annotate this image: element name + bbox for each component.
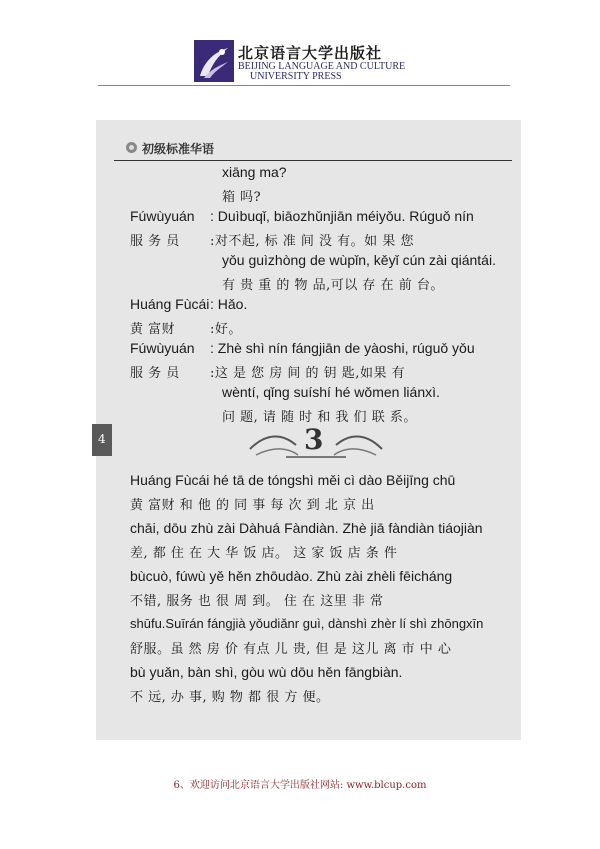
publisher-name-en-line2: UNIVERSITY PRESS xyxy=(250,71,342,82)
narrative-pinyin: Huáng Fùcái hé tā de tóngshì měi cì dào Běijīng chū xyxy=(130,472,456,488)
speaker-pinyin: Huáng Fùcái xyxy=(130,296,210,312)
speaker-hanzi: 服 务 员 xyxy=(130,366,180,381)
narrative-hanzi: 舒服。虽 然 房 价 有点 儿 贵, 但 是 这儿 离 市 中 心 xyxy=(130,642,452,657)
chapter-side-tab xyxy=(92,424,112,456)
section-number: 3 xyxy=(304,423,324,456)
narrative-pinyin: bùcuò, fúwù yě hěn zhōudào. Zhù zài zhèli fēicháng xyxy=(130,568,453,584)
dialogue-pinyin: : Hǎo. xyxy=(210,296,248,312)
bullet-icon xyxy=(126,142,137,153)
narrative-hanzi: 差, 都 住 在 大 华 饭 店。 这 家 饭 店 条 件 xyxy=(130,546,398,561)
dialogue-cont-pinyin: xiāng ma? xyxy=(222,164,287,180)
narrative-pinyin: chāi, dōu zhù zài Dàhuá Fàndiàn. Zhè jiā fàndiàn tiáojiàn xyxy=(130,520,483,536)
dialogue-pinyin: : Zhè shì nín fángjiān de yàoshi, rúguǒ yǒu xyxy=(210,340,475,356)
header-divider xyxy=(98,85,510,86)
publisher-name-en-line1: BEIJING LANGUAGE AND CULTURE xyxy=(238,61,406,72)
dialogue-pinyin: wèntí, qǐng suíshí hé wǒmen liánxì. xyxy=(222,384,440,400)
speaker-pinyin: Fúwùyuán xyxy=(130,208,195,224)
dialogue-hanzi: :这 是 您 房 间 的 钥 匙,如果 有 xyxy=(210,366,406,381)
publisher-logo-icon xyxy=(194,40,234,82)
narrative-pinyin: shūfu.Suīrán fángjià yǒudiǎnr guì, dànshì zhèr lí shì zhōngxīn xyxy=(130,616,484,631)
dialogue-hanzi: :好。 xyxy=(210,322,242,337)
dialogue-hanzi: 问 题, 请 随 时 和 我 们 联 系。 xyxy=(222,410,417,425)
narrative-pinyin: bù yuǎn, bàn shì, gòu wù dōu hěn fāngbiàn. xyxy=(130,664,403,680)
publisher-name-cn: 北京语言大学出版社 xyxy=(238,44,383,62)
running-head-title: 初级标准华语 xyxy=(142,142,215,156)
section-marker xyxy=(246,423,386,461)
speaker-hanzi: 黄 富财 xyxy=(130,322,176,337)
running-head xyxy=(126,140,426,156)
publisher-header xyxy=(194,40,406,82)
speaker-pinyin: Fúwùyuán xyxy=(130,340,195,356)
dialogue-pinyin: : Duìbuqǐ, biāozhǔnjiān méiyǒu. Rúguǒ nín xyxy=(210,208,474,224)
book-page xyxy=(96,120,521,740)
side-tab-number: 4 xyxy=(98,432,106,446)
narrative-hanzi: 不 远, 办 事, 购 物 都 很 方 便。 xyxy=(130,690,330,705)
footer-website-note: 6、欢迎访问北京语言大学出版社网站: www.blcup.com xyxy=(173,780,427,791)
running-head-rule xyxy=(114,160,512,161)
dialogue-cont-hanzi: 箱 吗? xyxy=(222,190,262,205)
speaker-hanzi: 服 务 员 xyxy=(130,234,180,249)
narrative-hanzi: 不错, 服务 也 很 周 到。 住 在 这里 非 常 xyxy=(130,594,384,609)
dialogue-hanzi: 有 贵 重 的 物 品,可以 存 在 前 台。 xyxy=(222,278,444,293)
dialogue-pinyin: yǒu guìzhòng de wùpǐn, kěyǐ cún zài qiántái. xyxy=(222,252,496,268)
narrative-hanzi: 黄 富财 和 他 的 同 事 每 次 到 北 京 出 xyxy=(130,498,375,513)
dialogue-hanzi: :对不起, 标 准 间 没 有。如 果 您 xyxy=(210,234,414,249)
